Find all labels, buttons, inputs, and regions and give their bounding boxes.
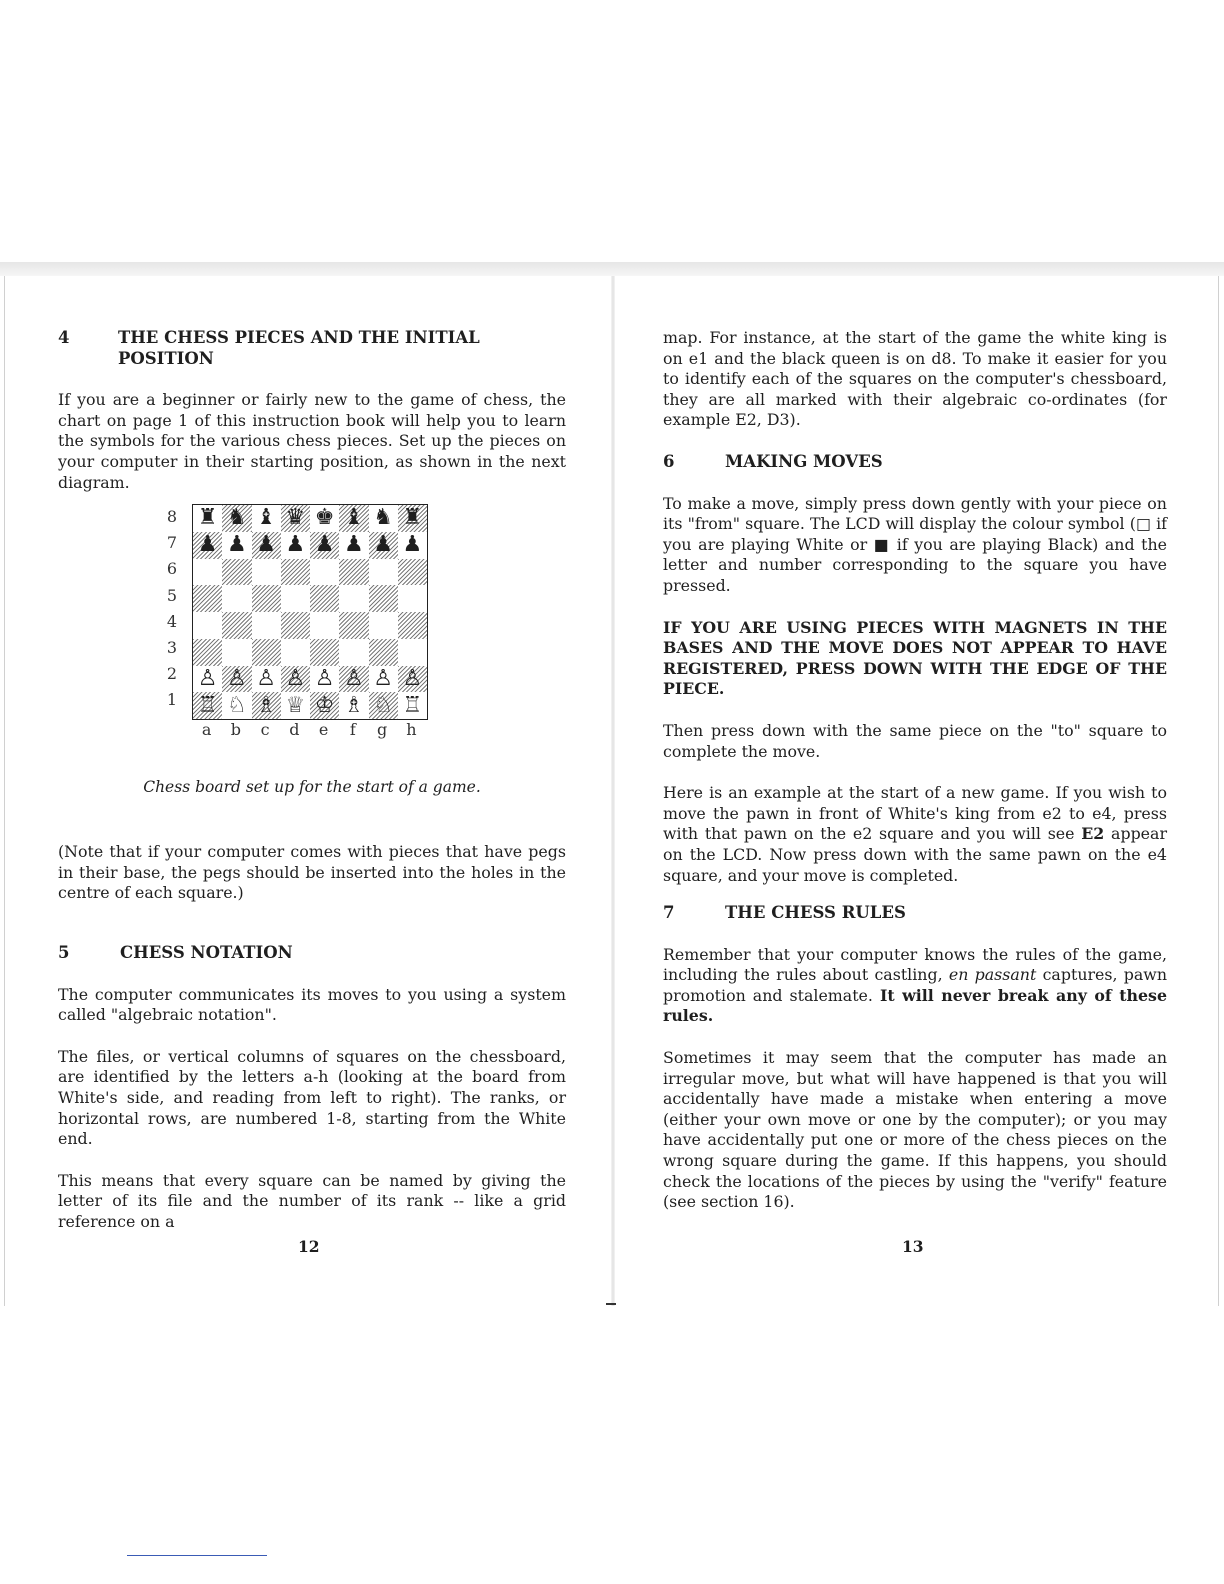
file-label: f <box>349 720 356 739</box>
chess-piece-icon: ♙ <box>344 665 364 691</box>
white-square-icon: □ <box>1135 514 1151 534</box>
rank-label: 6 <box>166 559 178 579</box>
text: Remember that your computer knows the rules of the game, including the rules about castling, <box>663 944 1167 985</box>
board-square-f3 <box>339 639 368 666</box>
board-square-f8 <box>339 505 368 532</box>
board-square-g3 <box>369 639 398 666</box>
section-title: THE CHESS PIECES AND THE INITIAL POSITION <box>117 328 480 368</box>
board-square-f1 <box>339 692 368 719</box>
page-edge-right <box>1218 276 1219 1306</box>
chess-piece-icon: ♟ <box>285 532 306 558</box>
scan-border <box>0 262 1224 276</box>
board-square-f7 <box>339 532 368 559</box>
board-square-g4 <box>369 612 398 639</box>
paragraph <box>663 494 1167 597</box>
chess-piece-icon: ♟ <box>314 532 335 558</box>
board-square-h4 <box>398 612 427 639</box>
paragraph: If you are a beginner or fairly new to the game of chess, the chart on page 1 of this instruction book will help you to learn the symbols for the various chess pieces. Set up the pieces on your computer in their starting position, as shown in the next diagram. <box>58 390 566 492</box>
paragraph: Then press down with the same piece on the "to" square to complete the move. <box>663 720 1167 761</box>
page-number: 13 <box>902 1237 924 1256</box>
text: appear on the LCD. Now press down with the same pawn on the e4 square, and your move is completed. <box>663 824 1167 885</box>
board-square-a3 <box>193 639 222 666</box>
board-square-a4 <box>193 612 222 639</box>
board-square-h8 <box>398 505 427 532</box>
board-square-b1 <box>222 692 251 719</box>
diagram-caption: Chess board set up for the start of a game. <box>143 778 481 796</box>
board-square-d4 <box>281 612 310 639</box>
board-square-d3 <box>281 639 310 666</box>
board-square-e2 <box>310 666 339 693</box>
board-square-g7 <box>369 532 398 559</box>
italic-term: en passant <box>948 965 1037 985</box>
rank-label: 5 <box>166 585 178 605</box>
board-square-f6 <box>339 559 368 586</box>
chess-diagram <box>160 500 440 750</box>
section-number: 5 <box>58 943 70 962</box>
chess-piece-icon: ♟ <box>256 532 276 558</box>
section-5 <box>58 943 566 1233</box>
board-square-b2 <box>222 666 251 693</box>
board-square-f5 <box>339 585 368 612</box>
section-6 <box>663 452 1167 886</box>
file-label: a <box>201 720 212 739</box>
file-label: d <box>289 720 300 739</box>
chess-piece-icon: ♚ <box>314 505 335 531</box>
board-square-c3 <box>252 639 281 666</box>
section-number: 6 <box>663 452 675 471</box>
page-edge-left <box>4 276 5 1306</box>
chess-piece-icon: ♟ <box>344 532 364 558</box>
chess-piece-icon: ♜ <box>402 505 423 531</box>
section-number: 4 <box>58 328 70 347</box>
board-square-f4 <box>339 612 368 639</box>
board-square-h2 <box>398 666 427 693</box>
board-square-b3 <box>222 639 251 666</box>
board-square-c2 <box>252 666 281 693</box>
board-square-g6 <box>369 559 398 586</box>
board-square-h1 <box>398 692 427 719</box>
file-label: e <box>318 720 329 739</box>
paragraph: The files, or vertical columns of squares on the chessboard, are identified by the letters a-h (looking at the board from White's side, and reading from left to right). The ranks, or horizontal rows, are numbered 1-8, starting from the White end. <box>58 1046 566 1149</box>
board-square-a2 <box>193 666 222 693</box>
book-gutter <box>611 276 615 1306</box>
black-square-icon: ■ <box>873 534 891 554</box>
board-square-c4 <box>252 612 281 639</box>
section-7-heading <box>663 903 1167 924</box>
chess-piece-icon: ♞ <box>373 505 393 531</box>
chess-piece-icon: ♞ <box>227 505 247 531</box>
section-5-heading <box>58 943 566 964</box>
rank-labels <box>160 504 184 714</box>
paragraph: map. For instance, at the start of the game the white king is on e1 and the black queen is on d8. To make it easier for you to identify each of the squares on the computer's chessboard, they are all marked with their algebraic co-ordinates (for example E2, D3). <box>663 328 1167 430</box>
section-6-heading <box>663 452 1167 473</box>
board-square-b6 <box>222 559 251 586</box>
rank-label: 8 <box>166 507 178 526</box>
board-square-e6 <box>310 559 339 586</box>
emphasis: It will never break any of these rules. <box>663 985 1168 1026</box>
board-square-e5 <box>310 585 339 612</box>
file-labels <box>192 720 426 739</box>
section-number: 7 <box>663 903 675 922</box>
page-number: 12 <box>298 1237 320 1256</box>
board-square-a5 <box>193 585 222 612</box>
rank-label: 3 <box>166 637 178 657</box>
chess-board <box>192 504 428 720</box>
board-square-f2 <box>339 666 368 693</box>
chess-piece-icon: ♟ <box>402 532 423 558</box>
chess-piece-icon: ♙ <box>285 665 306 691</box>
chess-piece-icon: ♘ <box>373 692 393 718</box>
chess-piece-icon: ♔ <box>314 692 335 718</box>
board-square-b5 <box>222 585 251 612</box>
board-square-c8 <box>252 505 281 532</box>
board-square-e1 <box>310 692 339 719</box>
paragraph: The computer communicates its moves to you using a system called "algebraic notation". <box>58 984 566 1025</box>
chess-piece-icon: ♘ <box>227 692 247 718</box>
board-square-d6 <box>281 559 310 586</box>
board-square-g8 <box>369 505 398 532</box>
chess-piece-icon: ♝ <box>256 505 276 531</box>
board-square-c6 <box>252 559 281 586</box>
board-square-g5 <box>369 585 398 612</box>
chess-piece-icon: ♙ <box>402 665 423 691</box>
rank-label: 7 <box>166 533 178 553</box>
gutter-mark <box>606 1303 616 1305</box>
rank-label: 1 <box>166 690 178 710</box>
chess-piece-icon: ♟ <box>197 532 218 558</box>
board-square-d1 <box>281 692 310 719</box>
board-square-c5 <box>252 585 281 612</box>
text: if you are playing White or <box>663 514 1167 554</box>
board-square-c7 <box>252 532 281 559</box>
continuation <box>663 328 1167 431</box>
board-square-h7 <box>398 532 427 559</box>
scan-artifact-line <box>127 1555 267 1556</box>
file-label: c <box>260 720 270 739</box>
section-title: CHESS NOTATION <box>120 943 293 962</box>
chess-piece-icon: ♙ <box>227 665 247 691</box>
text: captures, pawn promotion and stalemate. <box>663 965 1168 1005</box>
board-square-a6 <box>193 559 222 586</box>
board-square-h5 <box>398 585 427 612</box>
board-square-d8 <box>281 505 310 532</box>
board-square-b7 <box>222 532 251 559</box>
board-square-g1 <box>369 692 398 719</box>
paragraph <box>663 783 1167 886</box>
note-paragraph: (Note that if your computer comes with pieces that have pegs in their base, the pegs should be inserted into the holes in the centre of each square.) <box>58 842 566 903</box>
chess-piece-icon: ♝ <box>344 505 364 531</box>
chess-piece-icon: ♙ <box>373 665 393 691</box>
chess-piece-icon: ♜ <box>197 505 218 531</box>
section-4-heading <box>58 328 566 369</box>
board-square-a7 <box>193 532 222 559</box>
paragraph: This means that every square can be named by giving the letter of its file and the number of its rank -- like a grid reference on a <box>58 1170 566 1231</box>
board-square-e3 <box>310 639 339 666</box>
board-square-a8 <box>193 505 222 532</box>
section-title: THE CHESS RULES <box>725 903 906 922</box>
emphasis: E2 <box>1081 824 1105 844</box>
text: if you are playing Black) and the letter and number corresponding to the square you have pressed. <box>663 534 1167 595</box>
file-label: b <box>230 720 241 739</box>
section-4 <box>58 328 566 493</box>
chess-piece-icon: ♙ <box>197 665 218 691</box>
section-title: MAKING MOVES <box>725 452 883 471</box>
board-square-e7 <box>310 532 339 559</box>
board-square-d2 <box>281 666 310 693</box>
board-square-h6 <box>398 559 427 586</box>
chess-piece-icon: ♖ <box>197 692 218 718</box>
chess-piece-icon: ♟ <box>373 532 393 558</box>
file-label: h <box>406 720 417 739</box>
section-7 <box>663 903 1167 1213</box>
board-square-c1 <box>252 692 281 719</box>
board-square-a1 <box>193 692 222 719</box>
board-square-b4 <box>222 612 251 639</box>
rank-label: 4 <box>166 611 178 631</box>
note <box>58 842 566 904</box>
rank-label: 2 <box>166 664 178 684</box>
paragraph: Sometimes it may seem that the computer has made an irregular move, but what will have happened is that you will accidentally have made a mistake when entering a move (either your own move or one by the computer); or you may have accidentally put one or more of the chess pieces on the wrong square during the game. If this happens, you should check the locations of the pieces by using the "verify" feature (see section 16). <box>663 1047 1167 1212</box>
chess-piece-icon: ♗ <box>344 692 364 718</box>
chess-piece-icon: ♖ <box>402 692 423 718</box>
board-square-e8 <box>310 505 339 532</box>
board-square-b8 <box>222 505 251 532</box>
text: Here is an example at the start of a new game. If you wish to move the pawn in front of White's king from e2 to e4, press with that pawn on the e2 square and you will see <box>663 783 1167 844</box>
board-square-g2 <box>369 666 398 693</box>
chess-piece-icon: ♗ <box>256 692 276 718</box>
board-square-d7 <box>281 532 310 559</box>
chess-piece-icon: ♙ <box>256 665 276 691</box>
board-square-e4 <box>310 612 339 639</box>
file-label: g <box>377 720 388 739</box>
chess-piece-icon: ♛ <box>285 505 306 531</box>
chess-piece-icon: ♟ <box>227 532 247 558</box>
chess-piece-icon: ♙ <box>314 665 335 691</box>
board-square-h3 <box>398 639 427 666</box>
board-square-d5 <box>281 585 310 612</box>
chess-piece-icon: ♕ <box>285 692 306 718</box>
text: To make a move, simply press down gently with your piece on its "from" square. The LCD will display the colour symbol ( <box>663 493 1167 534</box>
warning-paragraph: IF YOU ARE USING PIECES WITH MAGNETS IN THE BASES AND THE MOVE DOES NOT APPEAR TO HAVE REGISTERED, PRESS DOWN WITH THE EDGE OF THE PIECE. <box>663 617 1167 699</box>
paragraph <box>663 945 1167 1027</box>
